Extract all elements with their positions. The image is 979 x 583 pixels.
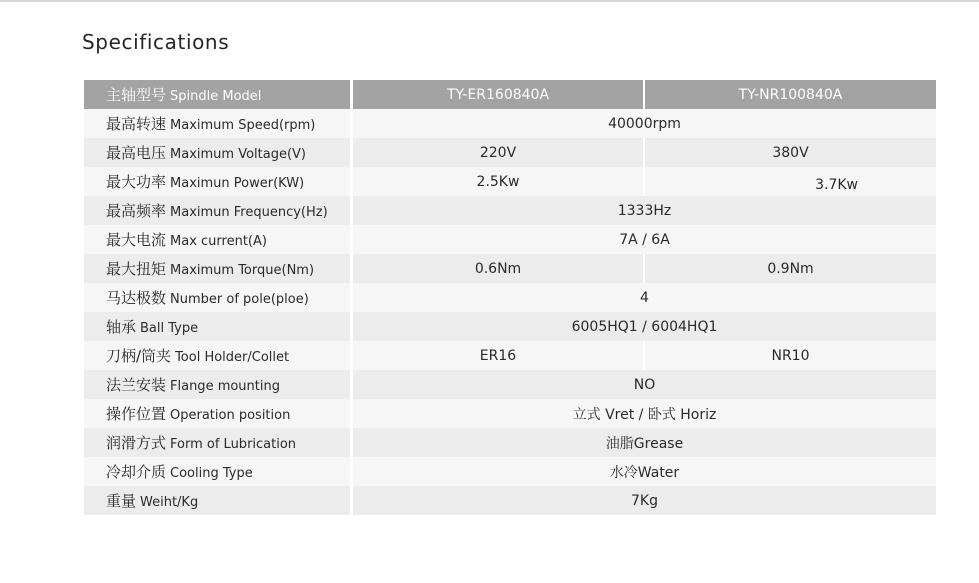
row-label	[84, 312, 353, 341]
row-label-cn: 刀柄/筒夹	[106, 347, 172, 365]
row-label-cn: 冷却介质	[106, 463, 167, 481]
table-row-weight	[84, 486, 936, 515]
header-label-cn: 主轴型号	[106, 86, 167, 104]
row-label-cn: 最大扭矩	[106, 260, 167, 278]
row-label-cn: 法兰安装	[106, 376, 167, 394]
row-label-en: Operation position	[170, 408, 291, 423]
row-label-en: Flange mounting	[170, 379, 280, 394]
header-label-cell	[84, 80, 353, 109]
row-label-cn: 最大电流	[106, 231, 167, 249]
table-row-tool-holder	[84, 341, 936, 370]
row-value-a: 220V	[353, 138, 645, 167]
row-label-en: Ball Type	[140, 321, 199, 336]
row-value-b: 0.9Nm	[645, 254, 936, 283]
row-label-cn: 最大功率	[106, 173, 167, 191]
row-label-en: Maximun Frequency(Hz)	[170, 205, 328, 220]
row-value: 1333Hz	[353, 196, 936, 225]
specifications-table	[84, 80, 936, 515]
row-label-en: Maximun Power(KW)	[170, 176, 305, 191]
row-label-en: Form of Lubrication	[170, 437, 297, 452]
row-label-en: Cooling Type	[170, 466, 253, 481]
row-label-en: Number of pole(ploe)	[170, 292, 309, 307]
row-label-en: Tool Holder/Collet	[175, 350, 290, 365]
table-row-max-power	[84, 167, 936, 196]
row-value: 油脂Grease	[353, 428, 936, 457]
row-label-en: Maximum Speed(rpm)	[170, 118, 316, 133]
row-label-en: Max current(A)	[170, 234, 267, 249]
row-value: 4	[353, 283, 936, 312]
table-row-max-voltage	[84, 138, 936, 167]
row-label	[84, 486, 353, 515]
table-row-max-current	[84, 225, 936, 254]
row-label	[84, 196, 353, 225]
row-value-b	[645, 167, 936, 196]
row-value-a: 0.6Nm	[353, 254, 645, 283]
table-row-lubrication	[84, 428, 936, 457]
row-label-en: Maximum Voltage(V)	[170, 147, 307, 162]
row-value: 7Kg	[353, 486, 936, 515]
table-row-max-speed	[84, 109, 936, 138]
row-value: 水冷Water	[353, 457, 936, 486]
row-label	[84, 428, 353, 457]
row-value-a: ER16	[353, 341, 645, 370]
table-row-motor-poles	[84, 283, 936, 312]
row-label-en: Weiht/Kg	[140, 495, 199, 510]
row-value-b: NR10	[645, 341, 936, 370]
row-label-cn: 重量	[106, 492, 137, 510]
table-row-operation-position	[84, 399, 936, 428]
row-label	[84, 109, 353, 138]
page-title: Specifications	[82, 30, 230, 54]
row-label	[84, 283, 353, 312]
row-label	[84, 370, 353, 399]
row-value-b: 380V	[645, 138, 936, 167]
row-label-cn: 最高转速	[106, 115, 167, 133]
row-value: 40000rpm	[353, 109, 936, 138]
row-label	[84, 167, 353, 196]
table-row-max-frequency	[84, 196, 936, 225]
row-label	[84, 225, 353, 254]
top-divider	[0, 0, 979, 2]
table-row-max-torque	[84, 254, 936, 283]
row-label-cn: 最高频率	[106, 202, 167, 220]
row-value-b-text: 3.7Kw	[815, 176, 858, 193]
row-label	[84, 399, 353, 428]
row-value: 立式 Vret / 卧式 Horiz	[353, 399, 936, 428]
table-row-cooling-type	[84, 457, 936, 486]
table-row-ball-type	[84, 312, 936, 341]
row-label	[84, 254, 353, 283]
header-label-en: Spindle Model	[170, 89, 262, 104]
header-model-a: TY-ER160840A	[353, 80, 645, 109]
row-label-cn: 轴承	[106, 318, 137, 336]
row-label-en: Maximum Torque(Nm)	[170, 263, 315, 278]
row-value: 7A / 6A	[353, 225, 936, 254]
row-label-cn: 马达极数	[106, 289, 167, 307]
row-label-cn: 最高电压	[106, 144, 167, 162]
table-row-flange-mounting	[84, 370, 936, 399]
row-value-a: 2.5Kw	[353, 167, 645, 196]
row-label	[84, 138, 353, 167]
row-value: NO	[353, 370, 936, 399]
header-model-b: TY-NR100840A	[645, 80, 936, 109]
row-value: 6005HQ1 / 6004HQ1	[353, 312, 936, 341]
row-label	[84, 341, 353, 370]
row-label	[84, 457, 353, 486]
row-label-cn: 操作位置	[106, 405, 167, 423]
row-label-cn: 润滑方式	[106, 434, 167, 452]
table-header-row	[84, 80, 936, 109]
